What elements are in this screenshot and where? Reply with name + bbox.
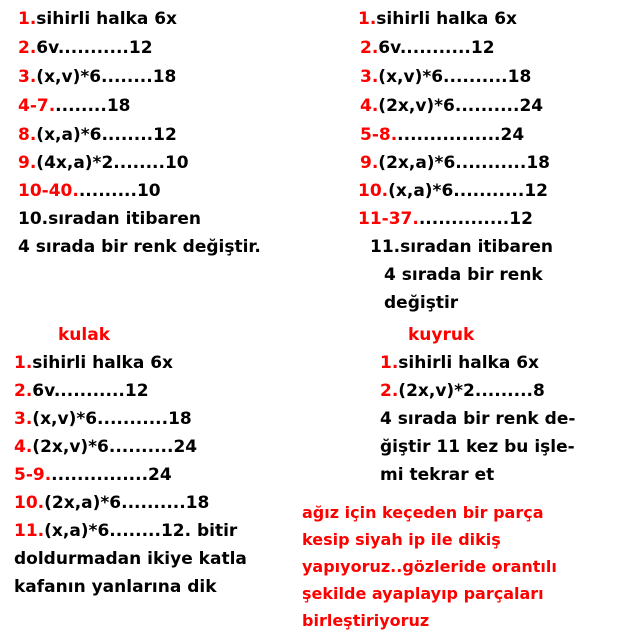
- instruction-line: 10-40..........10: [18, 181, 161, 201]
- instruction-line: 2.6v...........12: [360, 38, 495, 58]
- note-line: birleştiriyoruz: [302, 611, 430, 630]
- instruction-line: 9.(2x,a)*6...........18: [360, 153, 550, 173]
- note-line: yapıyoruz..gözleride orantılı: [302, 557, 557, 576]
- instruction-line: kafanın yanlarına dik: [14, 577, 217, 597]
- note-line: kesip siyah ip ile dikiş: [302, 530, 501, 549]
- instruction-line: 3.(x,v)*6...........18: [14, 409, 192, 429]
- instruction-line: 4 sırada bir renk: [384, 265, 543, 285]
- note-line: şekilde ayaplayıp parçaları: [302, 584, 544, 603]
- instruction-line: 3.(x,v)*6..........18: [360, 67, 532, 87]
- instruction-line: doldurmadan ikiye katla: [14, 549, 247, 569]
- instruction-line: 9.(4x,a)*2........10: [18, 153, 189, 173]
- instruction-line: 1.sihirli halka 6x: [18, 9, 178, 29]
- instruction-line: 4-7.........18: [18, 96, 131, 116]
- section-heading: kulak: [58, 325, 111, 345]
- instruction-line: 3.(x,v)*6........18: [18, 67, 177, 87]
- instruction-line: 1.sihirli halka 6x: [358, 9, 518, 29]
- note-line: ağız için keçeden bir parça: [302, 503, 544, 522]
- instruction-line: 11.sıradan itibaren: [370, 237, 554, 257]
- instruction-line: ğiştir 11 kez bu işle-: [380, 437, 575, 457]
- instruction-line: 10.(x,a)*6...........12: [358, 181, 548, 201]
- instruction-line: 4.(2x,v)*6..........24: [360, 96, 544, 116]
- instruction-line: 11.(x,a)*6........12. bitir: [14, 521, 238, 541]
- instruction-line: 5-8.................24: [360, 125, 525, 145]
- instruction-line: 2.6v...........12: [18, 38, 153, 58]
- instruction-line: 4 sırada bir renk değiştir.: [18, 237, 261, 257]
- instruction-line: 11-37...............12: [358, 209, 533, 229]
- instruction-line: 10.(2x,a)*6..........18: [14, 493, 210, 513]
- instruction-line: mi tekrar et: [380, 465, 495, 485]
- section-heading: kuyruk: [408, 325, 475, 345]
- instruction-line: 2.6v...........12: [14, 381, 149, 401]
- instruction-line: 1.sihirli halka 6x: [380, 353, 540, 373]
- instruction-line: 10.sıradan itibaren: [18, 209, 202, 229]
- instruction-line: 2.(2x,v)*2.........8: [380, 381, 545, 401]
- instruction-line: 4 sırada bir renk de-: [380, 409, 576, 429]
- instruction-line: 5-9................24: [14, 465, 172, 485]
- instruction-line: değiştir: [384, 293, 459, 313]
- instruction-line: 1.sihirli halka 6x: [14, 353, 174, 373]
- instruction-line: 8.(x,a)*6........12: [18, 125, 177, 145]
- instruction-line: 4.(2x,v)*6..........24: [14, 437, 198, 457]
